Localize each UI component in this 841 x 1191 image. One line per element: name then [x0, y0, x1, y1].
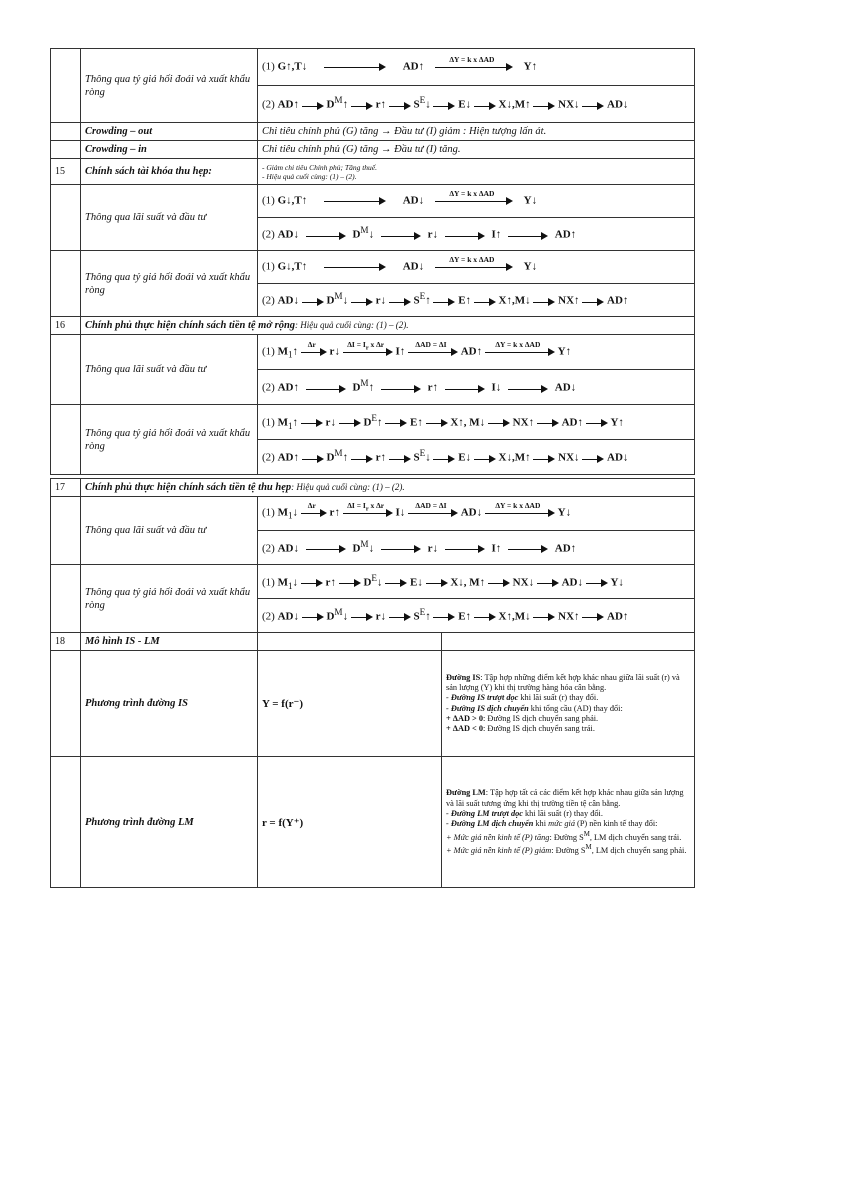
- section-number: 18: [51, 633, 81, 651]
- arrow: [351, 452, 373, 466]
- section-header: [51, 633, 695, 651]
- arrow: [389, 452, 411, 466]
- row-label: Crowding – out: [81, 123, 258, 141]
- arrow: $\Delta I = I_r$ x Δr: [343, 506, 393, 520]
- arrow: [474, 610, 496, 624]
- arrow: [582, 99, 604, 113]
- row-label: Phương trình đường LM: [81, 757, 258, 888]
- arrow: [426, 576, 448, 590]
- table-row: [51, 651, 695, 757]
- table-row: [51, 565, 695, 599]
- row-text: Chi tiêu chính phủ (G) tăng → Đầu tư (I) tăng.: [258, 141, 695, 159]
- row-label: Thông qua tỷ giá hối đoái và xuất khẩu ròng: [81, 251, 258, 317]
- formula-line: (2) AD↑ $D^M↑$ r↑ $S^E↓$ E↓ X↓,M↑ NX↓ AD↓: [258, 440, 695, 475]
- section-number: 17: [51, 479, 81, 497]
- formula-line: (2) AD↑ $D^M↑$ r↑ $S^E↓$ E↓ X↓,M↑ NX↓ AD↓: [258, 86, 695, 123]
- section-title: Chính sách tài khóa thu hẹp:: [81, 159, 258, 185]
- row-label: Thông qua tỷ giá hối đoái và xuất khẩu ròng: [81, 49, 258, 123]
- arrow: [582, 452, 604, 466]
- arrow: [351, 295, 373, 309]
- lm-description: Đường LM: Tập hợp tất cả các điểm kết hợp khác nhau giữa sản lượng và lãi suất tương ứng khi thị trường tiền tệ cân bằng. - Đường LM trượt dọc khi lãi suất (r) thay đổi. - Đường LM dịch chuyển khi mức giá (P) nền kinh tế thay đổi: + Mức giá nền kinh tế (P) tăng: Đường $S^M$, LM dịch chuyển sang trái. + Mức giá nền kinh tế (P) giảm: Đường $S^M$, LM dịch chuyển sang phải.: [442, 757, 695, 888]
- arrow: [324, 194, 386, 208]
- section-header: [51, 317, 695, 335]
- table-row: [51, 251, 695, 284]
- arrow: [381, 382, 421, 396]
- arrow: [302, 610, 324, 624]
- table-row: [51, 141, 695, 159]
- arrow: [339, 576, 361, 590]
- arrow: [306, 542, 346, 556]
- table-row: [51, 123, 695, 141]
- arrow: [381, 542, 421, 556]
- arrow: [389, 99, 411, 113]
- equation: r = f(Y⁺): [258, 757, 442, 888]
- row-label: Thông qua lãi suất và đầu tư: [81, 335, 258, 405]
- section-number: 15: [51, 159, 81, 185]
- arrow: ΔY = k x ΔAD: [435, 60, 513, 74]
- arrow: [474, 452, 496, 466]
- policy-table-top: [50, 48, 695, 475]
- section-header: [51, 159, 695, 185]
- arrow: [433, 295, 455, 309]
- arrow: [488, 576, 510, 590]
- arrow: [508, 542, 548, 556]
- formula-line: (2) AD↑ $D^M↑$ r↑ I↓ AD↓: [258, 370, 695, 405]
- arrow: [381, 229, 421, 243]
- arrow: [445, 542, 485, 556]
- arrow: ΔAD = ΔI: [408, 506, 458, 520]
- formula-line: (2) AD↓ $D^M↓$ r↓ $S^E↑$ E↑ X↑,M↓ NX↑ AD↑: [258, 284, 695, 317]
- arrow: [302, 452, 324, 466]
- formula-line: (1) $M_1↓$ r↑ $D^E↓$ E↓ X↓, M↑ NX↓ AD↓ Y↓: [258, 565, 695, 599]
- arrow: [301, 576, 323, 590]
- arrow: [324, 60, 386, 74]
- arrow: [433, 610, 455, 624]
- table-row: [51, 185, 695, 218]
- policy-table-bottom: [50, 478, 695, 888]
- arrow: [474, 295, 496, 309]
- arrow: [586, 576, 608, 590]
- arrow: [433, 452, 455, 466]
- arrow: [533, 610, 555, 624]
- formula-line: (1) $M_1↑$ Δr r↓ $\Delta I = I_r$ x Δr I↑ ΔAD = ΔI AD↑ ΔY = k x ΔAD Y↑: [258, 335, 695, 370]
- formula-line: (1) G↓,T↑ AD↓ ΔY = k x ΔAD Y↓: [258, 251, 695, 284]
- arrow: [537, 576, 559, 590]
- arrow: Δr: [301, 506, 327, 520]
- row-label: Crowding – in: [81, 141, 258, 159]
- arrow: ΔAD = ΔI: [408, 345, 458, 359]
- section-header: [51, 479, 695, 497]
- arrow: [351, 610, 373, 624]
- section-title: Chính phủ thực hiện chính sách tiền tệ thu hẹp: Hiệu quả cuối cùng: (1) – (2).: [81, 479, 695, 497]
- row-label: Thông qua lãi suất và đầu tư: [81, 185, 258, 251]
- arrow: [306, 229, 346, 243]
- row-label: Phương trình đường IS: [81, 651, 258, 757]
- arrow: [302, 99, 324, 113]
- arrow: [385, 416, 407, 430]
- arrow: [508, 382, 548, 396]
- formula-line: (1) G↑,T↓ AD↑ ΔY = k x ΔAD Y↑: [258, 49, 695, 86]
- arrow: [533, 99, 555, 113]
- arrow: [385, 576, 407, 590]
- table-row: [51, 335, 695, 370]
- arrow: [389, 610, 411, 624]
- arrow: [302, 295, 324, 309]
- arrow: [433, 99, 455, 113]
- arrow: ΔY = k x ΔAD: [485, 506, 555, 520]
- formula-line: (2) AD↓ $D^M↓$ r↓ I↑ AD↑: [258, 218, 695, 251]
- row-label: Thông qua tỷ giá hối đoái và xuất khẩu ròng: [81, 405, 258, 475]
- section-note: - Giảm chi tiêu Chính phủ; Tăng thuế. - Hiệu quả cuối cùng: (1) – (2).: [258, 159, 695, 185]
- table-row: [51, 49, 695, 86]
- row-label: Thông qua tỷ giá hối đoái và xuất khẩu ròng: [81, 565, 258, 633]
- arrow: ΔY = k x ΔAD: [435, 260, 513, 274]
- arrow: [582, 295, 604, 309]
- arrow: [586, 416, 608, 430]
- table-row: [51, 757, 695, 888]
- section-number: 16: [51, 317, 81, 335]
- arrow: Δr: [301, 345, 327, 359]
- arrow: [488, 416, 510, 430]
- row-label: Thông qua lãi suất và đầu tư: [81, 497, 258, 565]
- arrow: [339, 416, 361, 430]
- formula-line: (2) AD↓ $D^M↓$ r↓ I↑ AD↑: [258, 531, 695, 565]
- arrow: [533, 452, 555, 466]
- arrow: [306, 382, 346, 396]
- table-row: [51, 497, 695, 531]
- equation: Y = f(r⁻): [258, 651, 442, 757]
- arrow: [537, 416, 559, 430]
- is-description: Đường IS: Tập hợp những điểm kết hợp khác nhau giữa lãi suất (r) và sản lượng (Y) khi thị trường hàng hóa cân bằng. - Đường IS trượt dọc khi lãi suất (r) thay đổi. - Đường IS dịch chuyển khi tổng cầu (AD) thay đổi: + ΔAD > 0: Đường IS dịch chuyển sang phải. + ΔAD < 0: Đường IS dịch chuyển sang trái.: [442, 651, 695, 757]
- arrow: ΔY = k x ΔAD: [435, 194, 513, 208]
- arrow: [389, 295, 411, 309]
- table-row: [51, 405, 695, 440]
- arrow: [324, 260, 386, 274]
- formula-line: (1) $M_1↓$ Δr r↑ $\Delta I = I_r$ x Δr I↓ ΔAD = ΔI AD↓ ΔY = k x ΔAD Y↓: [258, 497, 695, 531]
- section-title: Chính phủ thực hiện chính sách tiền tệ mở rộng: Hiệu quả cuối cùng: (1) – (2).: [81, 317, 695, 335]
- arrow: [301, 416, 323, 430]
- arrow: [445, 382, 485, 396]
- formula-line: (1) G↓,T↑ AD↓ ΔY = k x ΔAD Y↓: [258, 185, 695, 218]
- formula-line: (2) AD↓ $D^M↓$ r↓ $S^E↑$ E↑ X↑,M↓ NX↑ AD↑: [258, 599, 695, 633]
- arrow: [426, 416, 448, 430]
- arrow: [508, 229, 548, 243]
- arrow: [351, 99, 373, 113]
- arrow: [533, 295, 555, 309]
- section-title: Mô hình IS - LM: [81, 633, 258, 651]
- arrow: [445, 229, 485, 243]
- arrow: [474, 99, 496, 113]
- formula-line: (1) $M_1↑$ r↓ $D^E↑$ E↑ X↑, M↓ NX↑ AD↑ Y↑: [258, 405, 695, 440]
- arrow: [582, 610, 604, 624]
- row-text: Chi tiêu chính phủ (G) tăng → Đầu tư (I) giảm : Hiện tượng lấn át.: [258, 123, 695, 141]
- arrow: $\Delta I = I_r$ x Δr: [343, 345, 393, 359]
- arrow: ΔY = k x ΔAD: [485, 345, 555, 359]
